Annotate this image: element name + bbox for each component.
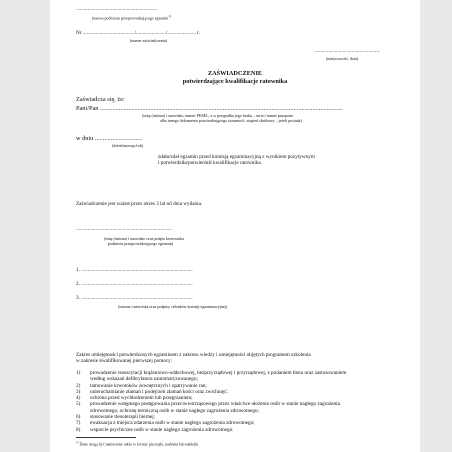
place-date-caption: (miejscowość, data)	[326, 56, 358, 61]
list-item: 8) wsparcie psychiczne osób w stanie nagłego zagrożenia zdrowotnego.	[76, 426, 234, 433]
person-line: Pani/Pan ..........................................................................................................................................................	[76, 105, 343, 112]
validity-statement: Zaświadczenie jest ważne przez okres 3 lat od dnia wydania.	[76, 201, 203, 207]
issuer-caption: (nazwa podmiotu przeprowadzającego egzamin$^{1)}$	[92, 14, 171, 21]
exam-date-caption: (dzień/miesiąc/rok)	[112, 143, 144, 148]
exam-statement-2: i potwierdziła/potwierdził kwalifikacje ratownika.	[158, 160, 263, 166]
footnote-ref: 1)	[168, 14, 171, 18]
scope-intro-1: Zakres umiejętności potwierdzonych egzaminem z zakresu wiedzy i umiejętności objętych programem szkolenia	[76, 352, 311, 358]
head-signature-caption-1: (imię (imiona) i nazwisko oraz podpis kierownika	[104, 236, 184, 241]
head-signature-caption-2: podmiotu przeprowadzającego egzamin)	[108, 241, 174, 246]
list-item: 5) prowadzenie wstępnego postępowania przeciwwstrząsowego przez właściwe ułożenie osób w stanie nagłego zagrożenia zdrowotnego, ochronę termiczną osób w stanie nagłego zagrożenia zdrowotnego;	[76, 401, 340, 414]
intro-text: Zaświadcza się, że:	[76, 96, 125, 103]
place-date-dots: ...................................................	[314, 48, 381, 54]
list-item: 2) tamowanie krwotoków zewnętrznych i opatrywanie ran;	[76, 382, 207, 389]
list-item: 1) prowadzenie resuscytacji krążeniowo-oddechowej, bezprzyrządowej i przyrządowej, z podaniem tlenu oraz zastosowaniem według wskazań defibrylatora zautomatyzowanego;	[76, 370, 347, 383]
exam-statement-1: zdała/zdał egzamin przed komisją egzaminacyjną z wynikiem pozytywnym	[158, 154, 315, 160]
list-item: 4) ochrona przed wychłodzeniem lub przegrzaniem;	[76, 395, 193, 402]
head-signature-dots: ..........................................................................	[76, 226, 172, 232]
certificate-number-caption: (numer zaświadczenia)	[130, 38, 167, 43]
list-item: 6) stosowanie tlenoterapii biernej;	[76, 414, 156, 421]
document-title: ZAŚWIADCZENIE	[207, 70, 263, 77]
person-caption-2: albo innego dokumentu potwierdzającego tożsamość, stopień służbowy – jeżeli posiada)	[160, 118, 302, 123]
scope-list	[76, 370, 356, 433]
footnote: $^{1)}$ Dane mogą być naniesione także w formie pieczątki, nadruku lub naklejki.	[76, 440, 200, 447]
person-caption-1: (imię (imiona) i nazwisko, numer PESEL, a w przypadku jego braku – seria i numer paszportu	[142, 113, 294, 118]
commission-member-1: 1. ......................................................................................	[76, 267, 193, 273]
scope-intro-2: w zakresie kwalifikowanej pierwszej pomocy:	[76, 358, 173, 364]
exam-date-line: w dniu ..............................	[76, 135, 143, 142]
commission-member-2: 2. ......................................................................................	[76, 281, 193, 287]
commission-member-3: 3. ......................................................................................	[76, 295, 193, 301]
list-item: 7) ewakuacja z miejsca zdarzenia osób w stanie nagłego zagrożenia zdrowotnego;	[76, 420, 255, 427]
document-page	[50, 0, 420, 452]
footnote-rule	[76, 437, 136, 438]
certificate-number-line: Nr ......................................../......................./...................... r.	[76, 30, 200, 36]
list-item: 3) unieruchamianie złamań i podejrzeń złamań kości oraz zwichnięć;	[76, 388, 228, 395]
commission-caption: (imiona i nazwiska oraz podpisy członków komisji egzaminacyjnej)	[118, 304, 227, 309]
issuer-dots: ...............................................................	[76, 6, 158, 12]
document-subtitle: potwierdzające kwalifikacje ratownika	[182, 78, 288, 85]
